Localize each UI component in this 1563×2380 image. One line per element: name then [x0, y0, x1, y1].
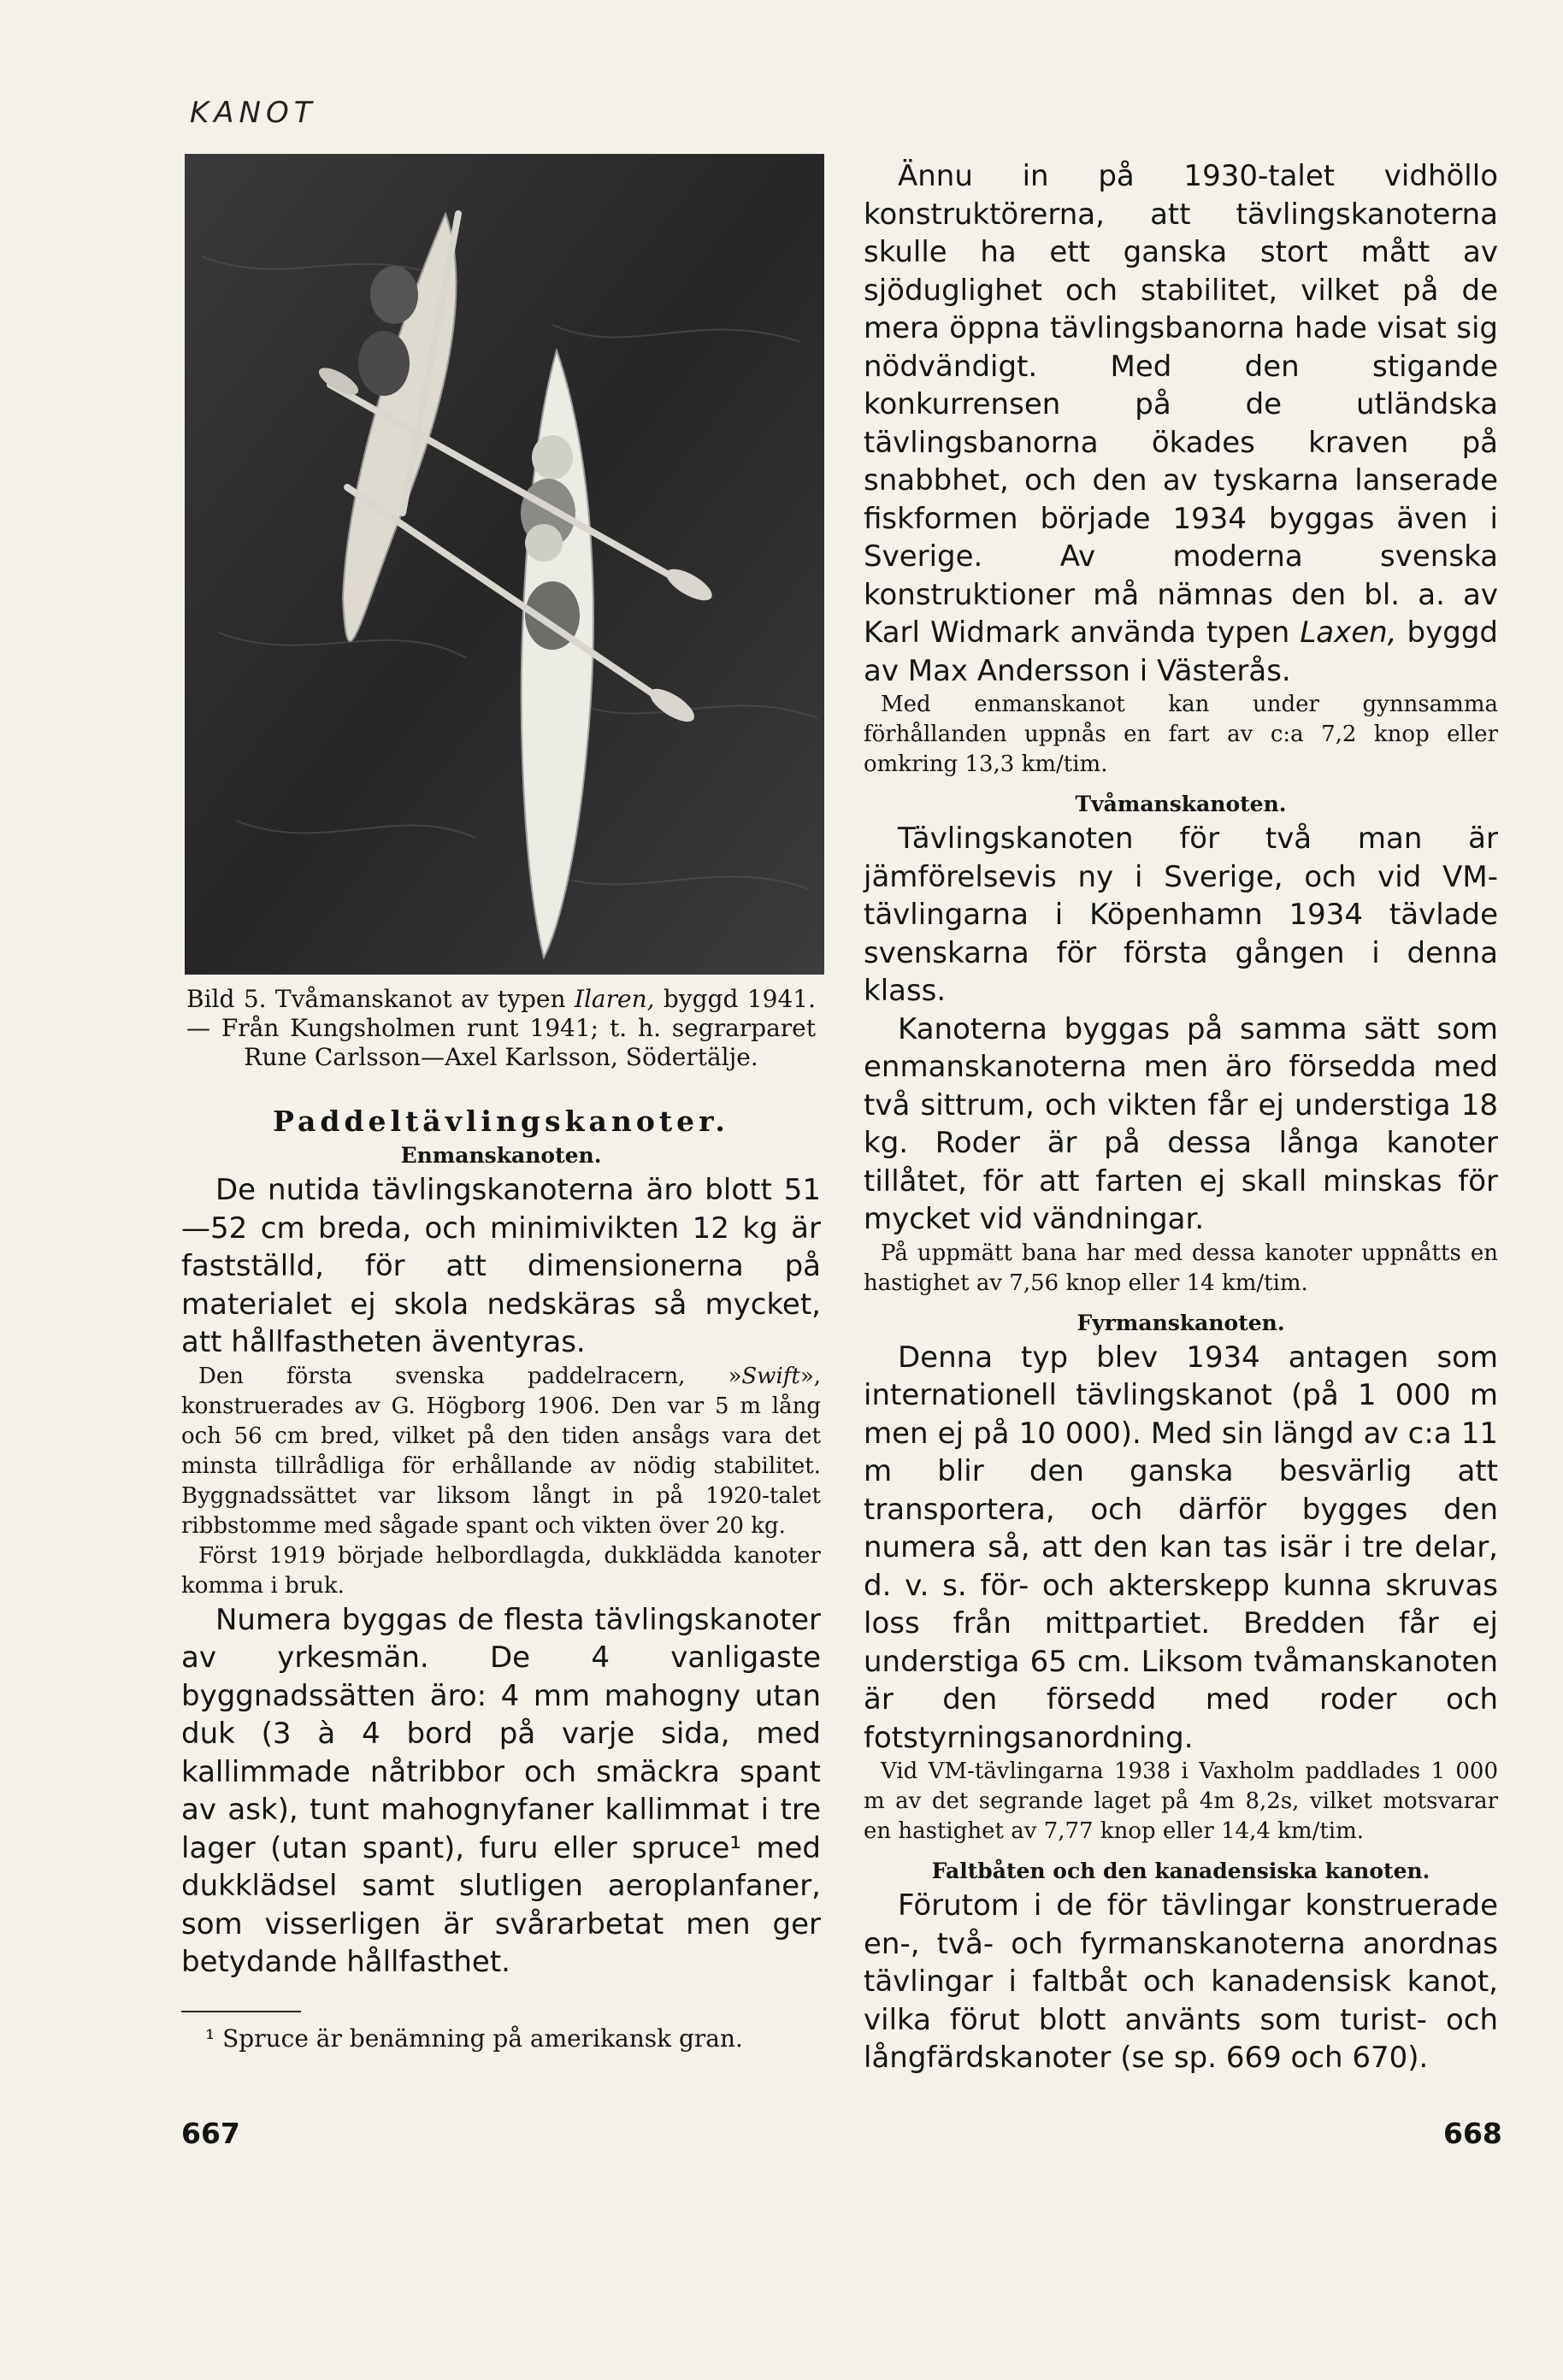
- paragraph-small: Vid VM-tävlingarna 1938 i Vaxholm paddlades 1 000 m av det segrande laget på 4m 8,2s, vilket motsvarar en hastighet av 7,77 knop eller 14,4 km/tim.: [864, 1758, 1498, 1844]
- page-number-left: 667: [181, 2117, 240, 2150]
- boat-name-swift: Swift: [741, 1363, 800, 1389]
- paragraph: Förutom i de för tävlingar konstruerade en-, två- och fyrmanskanoterna anordnas tävlingar i faltbåt och kanadensisk kanot, vilka förut blott använts som turist- och långfärdskanoter (se sp. 669 och 670).: [864, 1888, 1498, 2075]
- text-span: », konstruerades av G. Högborg 1906. Den var 5 m lång och 56 cm bred, vilket på den tiden ansågs vara det minsta tillrådliga för erhållande av nödig stabilitet. Byggnadssättet var liksom långt in på 1920-talet ribbstomme med sågade spant och vikten över 20 kg.: [181, 1363, 821, 1539]
- paragraph: Tävlingskanoten för två man är jämförelsevis ny i Sverige, och vid VM-tävlingarna i Köpenhamn 1934 tävlade svenskarna för första gången i denna klass.: [864, 822, 1498, 1008]
- paragraph: Numera byggas de flesta tävlingskanoter av yrkesmän. De 4 vanligaste byggnadssätten äro: 4 mm mahogny utan duk (3 à 4 bord på varje sida, med kallimmade nåtribbor och smäckra spant av ask), tunt mahognyfaner kallimmat i tre lager (utan spant), furu eller spruce¹ med dukklädsel samt slutligen aeroplanfaner, som visserligen är svårarbetat men ger betydande hållfasthet.: [181, 1602, 821, 1979]
- footnote-divider: [181, 2011, 301, 2012]
- paragraph: Denna typ blev 1934 antagen som internationell tävlingskanot (på 1 000 m men ej på 10 000). Med sin längd av c:a 11 m blir den ganska besvärlig att transportera, och därför bygges den numera så, att den kan tas isär i tre delar, d. v. s. för- och akterskepp kunna skruvas loss från mittpartiet. Bredden får ej understiga 65 cm. Liksom tvåmanskanoten är den försedd med roder och fotstyrningsanordning.: [864, 1340, 1498, 1755]
- caption-text-1: Bild 5. Tvåmanskanot av typen: [186, 985, 575, 1013]
- paragraph: Kanoterna byggas på samma sätt som enmanskanoterna men äro försedda med två sittrum, och vikten får ej understiga 18 kg. Roder är på dessa långa kanoter tillåtet, för att farten ej skall minskas för mycket vid vändningar.: [864, 1011, 1498, 1236]
- caption-boat-name: Ilaren,: [574, 985, 655, 1013]
- subheading-fyrmanskanoten: Fyrmanskanoten.: [1076, 1310, 1285, 1335]
- paragraph-small: [181, 1362, 821, 1541]
- paragraph-small: Först 1919 började helbordlagda, dukklädda kanoter komma i bruk.: [181, 1542, 821, 1599]
- subheading-tvamanskanoten: Tvåmanskanoten.: [1075, 792, 1287, 816]
- caption-text-2: byggd 1941. — Från Kungsholmen runt 1941; t. h. segrarparet Rune Carlsson—Axel Karlsson, Södertälje.: [186, 985, 816, 1071]
- text-span: Den första svenska paddelracern, »: [198, 1363, 742, 1389]
- text-span: Ännu in på 1930-talet vidhöllo konstruktörerna, att tävlingskanoterna skulle ha ett ganska stort mått av sjöduglighet och stabilitet, vilket på de mera öppna tävlingsbanorna hade visat sig nödvändigt. Med den stigande konkurrensen på de utländska tävlingsbanorna ökades kraven på snabbhet, och den av tyskarna lanserade fiskformen började 1934 byggas även i Sverige. Av moderna svenska konstruktioner må nämnas den bl. a. av Karl Widmark använda typen: [864, 159, 1498, 650]
- section-heading: Paddeltävlingskanoter.: [273, 1105, 729, 1138]
- kayak-photo: [185, 154, 824, 975]
- paragraph-small: På uppmätt bana har med dessa kanoter uppnåtts en hastighet av 7,56 knop eller 14 km/tim.: [864, 1240, 1498, 1296]
- paragraph: [864, 157, 1498, 690]
- subheading-enmanskanoten: Enmanskanoten.: [400, 1143, 602, 1168]
- right-column: [864, 154, 1498, 2077]
- paragraph-small: Med enmanskanot kan under gynnsamma förhållanden uppnås en fart av c:a 7,2 knop eller omkring 13,3 km/tim.: [864, 692, 1498, 777]
- footnote: ¹ Spruce är benämning på amerikansk gran.: [205, 2024, 743, 2053]
- running-header: KANOT: [190, 96, 317, 130]
- page-number-right: 668: [1443, 2117, 1502, 2150]
- text-span: byggd av Max Andersson i Västerås.: [864, 616, 1498, 688]
- left-column: [181, 154, 821, 2053]
- subheading-faltbaten: Faltbåten och den kanadensiska kanoten.: [931, 1859, 1430, 1883]
- boat-name-laxen: Laxen,: [1300, 616, 1397, 650]
- photo-caption: [181, 985, 821, 1072]
- paragraph: De nutida tävlingskanoterna äro blott 51—52 cm breda, och minimivikten 12 kg är fastställd, för att dimensionerna på materialet ej skola nedskäras så mycket, att hållfastheten äventyras.: [181, 1173, 821, 1359]
